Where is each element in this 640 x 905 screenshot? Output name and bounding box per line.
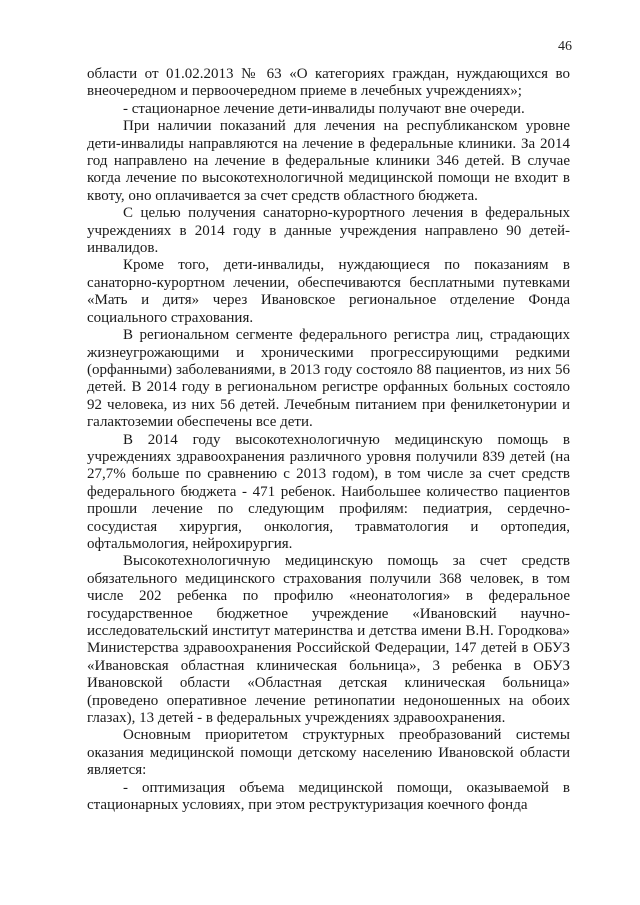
paragraph-federal-clinics: При наличии показаний для лечения на республиканском уровне дети-инвалиды направляются на лечение в федеральные клиники. За 2014 год направлено на лечение в федеральные клиники 346 детей. В случае когда лечение по высокотехнологичной медицинской помощи не входит в квоту, оно оплачивается за счет средств областного бюджета.: [87, 118, 570, 204]
paragraph-sanatorium: С целью получения санаторно-курортного лечения в федеральных учреждениях в 2014 году в данные учреждения направлено 90 детей-инвалидов.: [87, 205, 570, 257]
paragraph-vouchers: Кроме того, дети-инвалиды, нуждающиеся по показаниям в санаторно-курортном лечении, обеспечиваются бесплатными путевками «Мать и дитя» через Ивановское региональное отделение Фонда социального страхования.: [87, 257, 570, 326]
paragraph-oms-funding: Высокотехнологичную медицинскую помощь за счет средств обязательного медицинского страхования получили 368 человек, в том числе 202 ребенка по профилю «неонатология» в федеральное государственное бюджетное учреждение «Ивановский научно-исследовательский институт материнства и детства имени В.Н. Городкова» Министерства здравоохранения Российской Федерации, 147 детей в ОБУЗ «Ивановская областная клиническая больница», 3 ребенка в ОБУЗ Ивановской области «Областная детская клиническая больница» (проведено оперативное лечение ретинопатии недоношенных на обоих глазах), 13 детей - в федеральных учреждениях здравоохранения.: [87, 553, 570, 727]
document-body: [87, 66, 570, 814]
page-number: 46: [558, 39, 572, 54]
paragraph-optimization: - оптимизация объема медицинской помощи, оказываемой в стационарных условиях, при этом реструктуризация коечного фонда: [87, 779, 570, 814]
paragraph-orphan-register: В региональном сегменте федерального регистра лиц, страдающих жизнеугрожающими и хроническими прогрессирующими редкими (орфанными) заболеваниями, в 2013 году состояло 88 пациентов, из них 56 детей. В 2014 году в региональном регистре орфанных больных состояло 92 человека, из них 56 детей. Лечебным питанием при фенилкетонурии и галактоземии обеспечены все дети.: [87, 327, 570, 431]
paragraph-priority: Основным приоритетом структурных преобразований системы оказания медицинской помощи детскому населению Ивановской области является:: [87, 727, 570, 779]
paragraph-inpatient-treatment: - стационарное лечение дети-инвалиды получают вне очереди.: [123, 100, 525, 117]
paragraph-continuation: области от 01.02.2013 № 63 «О категориях граждан, нуждающихся во внеочередном и первоочередном приеме в лечебных учреждениях»;: [87, 66, 570, 100]
paragraph-high-tech-care: В 2014 году высокотехнологичную медицинскую помощь в учреждениях здравоохранения различного уровня получили 839 детей (на 27,7% больше по сравнению с 2013 годом), в том числе за счет средств федерального бюджета - 471 ребенок. Наибольшее количество пациентов прошли лечение по следующим профилям: педиатрия, сердечно-сосудистая хирургия, онкология, травматология и ортопедия, офтальмология, нейрохирургия.: [87, 431, 570, 552]
